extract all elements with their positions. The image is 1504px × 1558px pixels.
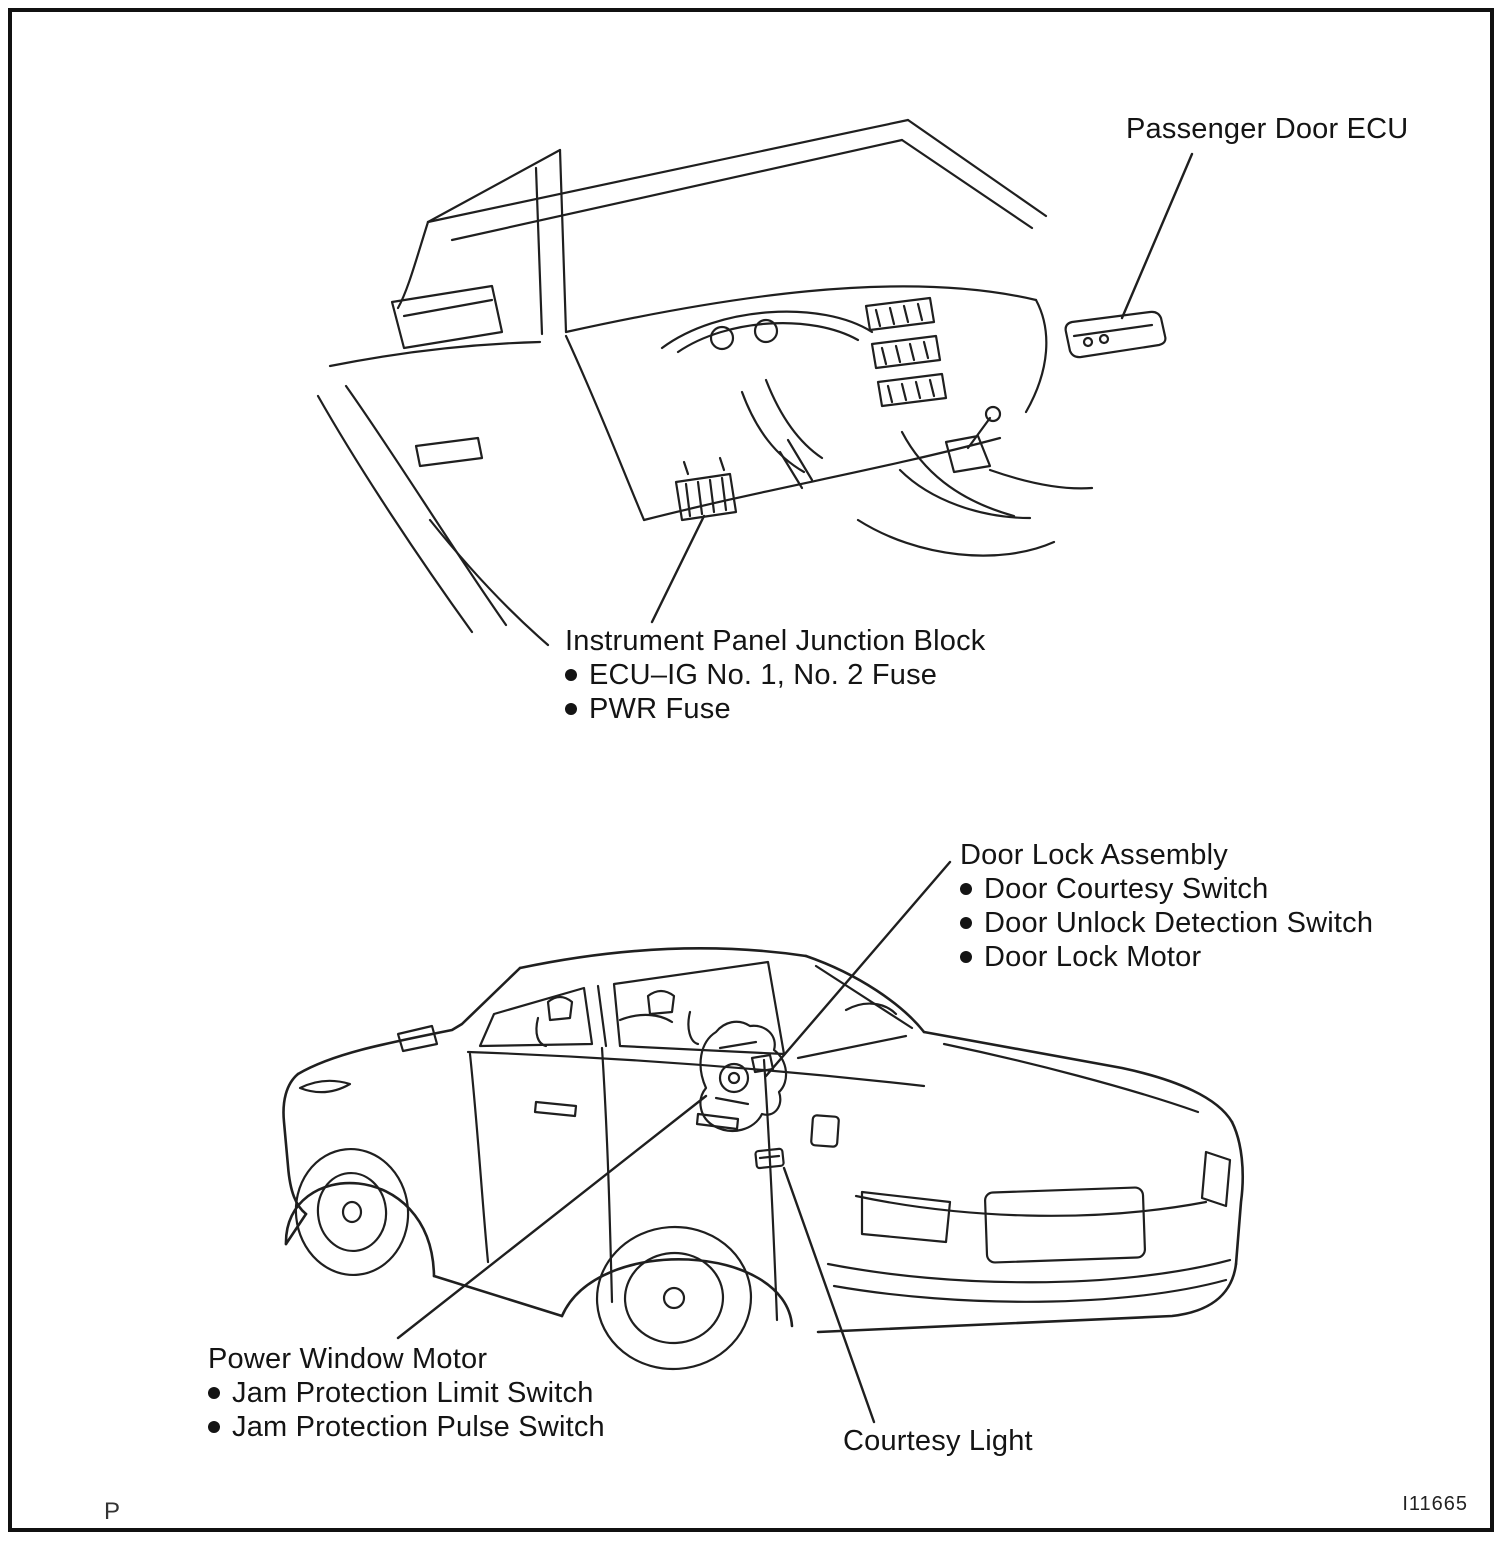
callout-instrument-panel-junction-block <box>565 624 985 726</box>
bullet-icon <box>565 669 577 681</box>
callout-bullet-text: Door Unlock Detection Switch <box>984 907 1374 939</box>
leader-junction-block <box>652 516 704 622</box>
callout-power-window-motor <box>208 1342 605 1444</box>
sedan-illustration <box>284 948 1243 1374</box>
front-wheel <box>290 1143 415 1280</box>
callout-bullet-text: Jam Protection Pulse Switch <box>232 1411 605 1443</box>
callout-bullet-text: Door Courtesy Switch <box>984 873 1269 905</box>
callout-bullet-text: Door Lock Motor <box>984 941 1202 973</box>
callout-bullet-row <box>960 940 1373 974</box>
callout-passenger-door-ecu <box>1126 112 1408 146</box>
side-mirror <box>398 1026 437 1051</box>
callout-bullet-row <box>208 1410 605 1444</box>
leader-power-window-motor <box>398 1096 706 1338</box>
dashboard-illustration <box>318 120 1165 645</box>
leader-lines <box>398 154 1192 1422</box>
center-vents <box>866 298 946 406</box>
callout-bullet-row <box>960 906 1373 940</box>
leader-door-lock-assembly <box>766 862 950 1076</box>
callout-courtesy-light <box>843 1424 1033 1458</box>
callout-door-lock-assembly <box>960 838 1373 974</box>
rear-wheel <box>592 1222 756 1374</box>
callout-bullet-text: Jam Protection Limit Switch <box>232 1377 594 1409</box>
callout-bullet-row <box>565 658 985 692</box>
bullet-icon <box>960 951 972 963</box>
passenger-door-ecu-part <box>1066 312 1166 357</box>
bullet-icon <box>565 703 577 715</box>
headlight <box>300 1081 350 1092</box>
leader-courtesy-light <box>784 1168 874 1422</box>
side-mirror <box>392 286 502 348</box>
tail-light <box>1202 1152 1230 1206</box>
callout-bullet-row <box>960 872 1373 906</box>
callout-bullet-text: ECU–IG No. 1, No. 2 Fuse <box>589 659 938 691</box>
callout-title: Passenger Door ECU <box>1126 113 1409 145</box>
door-handle <box>416 438 482 466</box>
door-lock-assembly-part <box>700 1022 786 1131</box>
bullet-icon <box>208 1387 220 1399</box>
page-mark: P <box>104 1498 121 1525</box>
door-handle <box>535 1102 576 1116</box>
leader-passenger-door-ecu <box>1122 154 1192 318</box>
callout-title: Courtesy Light <box>843 1425 1033 1457</box>
bullet-icon <box>208 1421 220 1433</box>
bullet-icon <box>960 883 972 895</box>
license-plate-recess <box>985 1187 1145 1262</box>
shift-knob <box>986 407 1000 421</box>
callout-title: Power Window Motor <box>208 1343 488 1375</box>
bullet-icon <box>960 917 972 929</box>
callout-bullet-row <box>565 692 985 726</box>
callout-bullet-row <box>208 1376 605 1410</box>
callout-title: Instrument Panel Junction Block <box>565 625 986 657</box>
fuel-door <box>811 1115 839 1147</box>
figure-code: I11665 <box>1402 1493 1468 1515</box>
callout-bullet-text: PWR Fuse <box>589 693 731 725</box>
callout-title: Door Lock Assembly <box>960 839 1228 871</box>
